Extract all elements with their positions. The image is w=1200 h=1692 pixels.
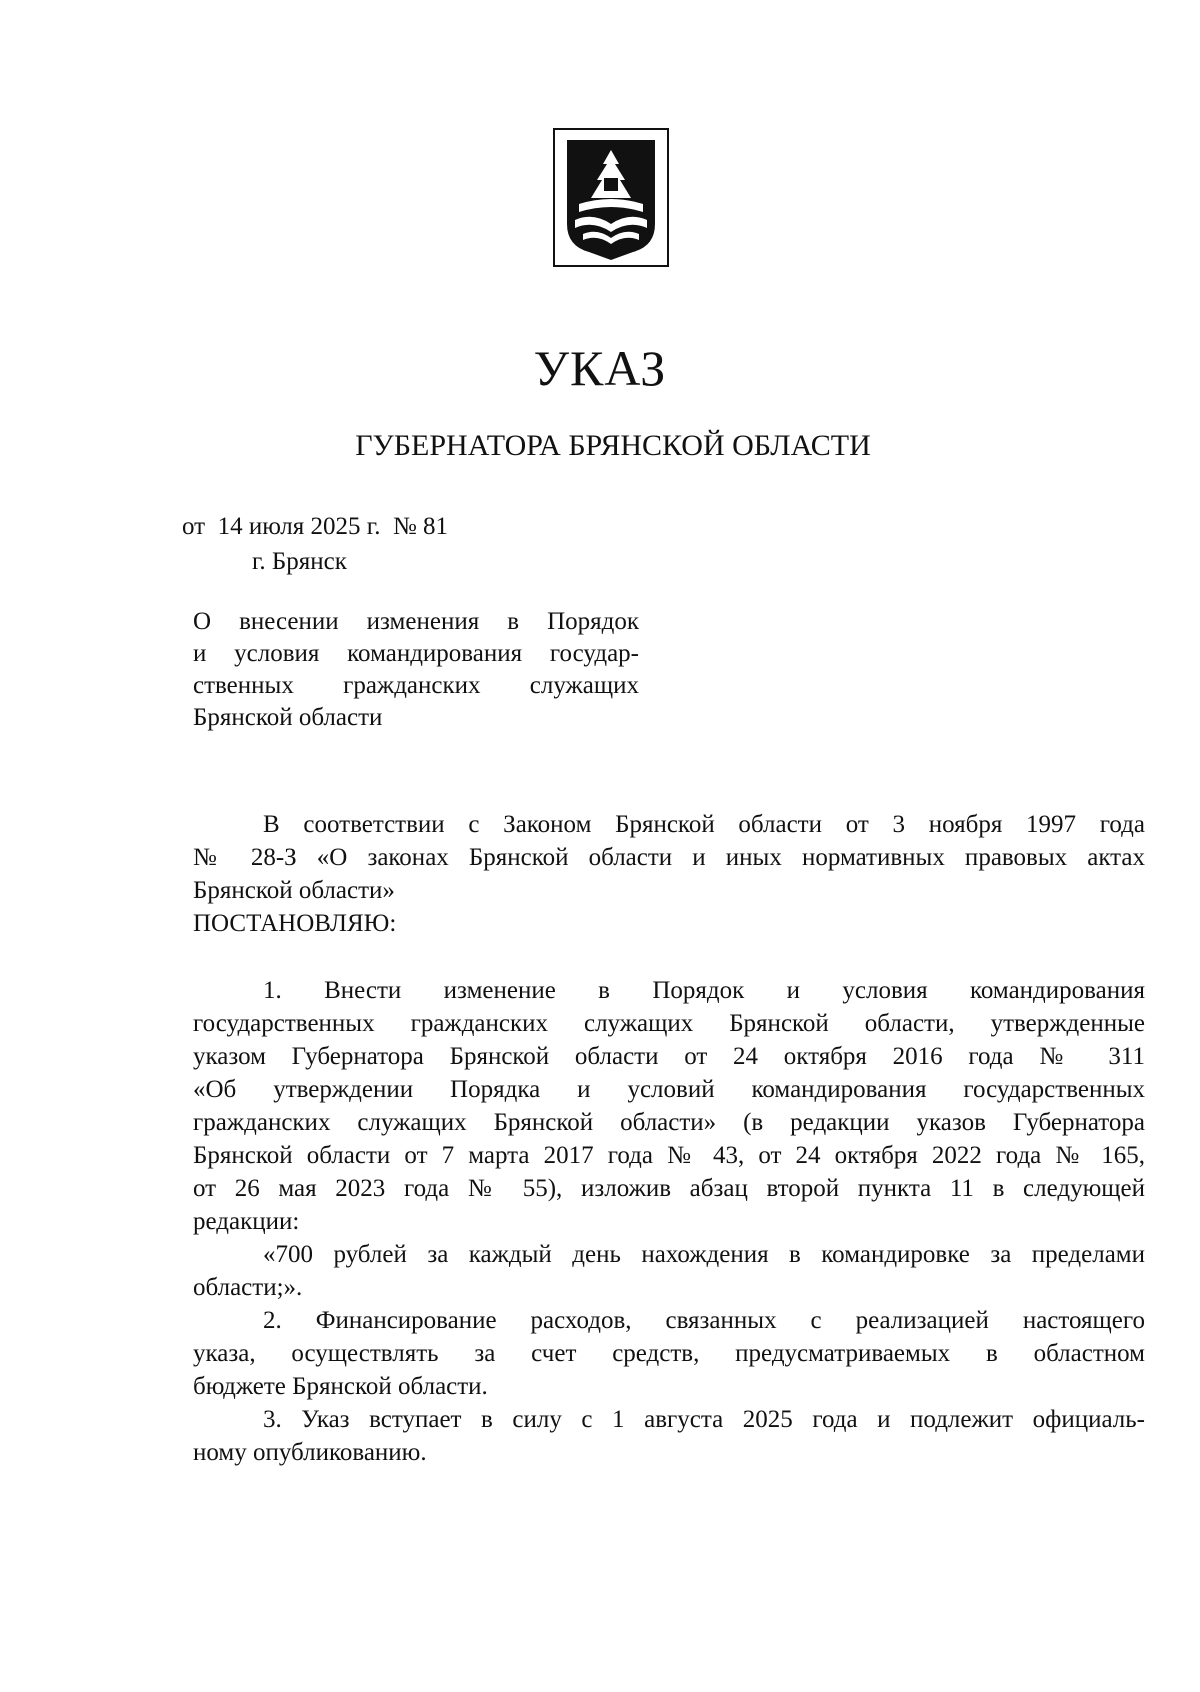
body-line: области;».: [193, 1274, 303, 1301]
body-line: Брянской области от 7 марта 2017 года № 43, от 24 октября 2022 года № 165,: [193, 1142, 1145, 1169]
body-line: государственных гражданских служащих Брянской области, утвержденные: [193, 1010, 1145, 1037]
body-line: редакции:: [193, 1208, 300, 1235]
document-city: г. Брянск: [252, 548, 347, 575]
body-line: 3. Указ вступает в силу с 1 августа 2025 года и подлежит официаль-: [263, 1406, 1145, 1433]
body-line: 1. Внести изменение в Порядок и условия командирования: [263, 977, 1145, 1004]
body-line: ному опубликованию.: [193, 1439, 427, 1466]
subject-line: Брянской области: [193, 704, 383, 731]
document-date-number: от 14 июля 2025 г. № 81: [182, 513, 449, 540]
subject-line: О внесении изменения в Порядок: [193, 608, 639, 635]
document-subtitle: ГУБЕРНАТОРА БРЯНСКОЙ ОБЛАСТИ: [355, 429, 871, 462]
body-line: гражданских служащих Брянской области» (в редакции указов Губернатора: [193, 1109, 1145, 1136]
coat-of-arms-icon: [553, 128, 669, 267]
preamble-line: № 28-З «О законах Брянской области и иных нормативных правовых актах: [193, 844, 1145, 871]
subject-line: ственных гражданских служащих: [193, 672, 639, 699]
document-title: УКАЗ: [533, 340, 667, 396]
body-line: указа, осуществлять за счет средств, предусматриваемых в областном: [193, 1340, 1145, 1367]
body-line: «Об утверждении Порядка и условий командирования государственных: [193, 1076, 1145, 1103]
preamble-line: Брянской области»: [193, 877, 395, 904]
subject-line: и условия командирования государ-: [193, 640, 639, 667]
preamble-line: В соответствии с Законом Брянской области от 3 ноября 1997 года: [263, 811, 1145, 838]
body-line: указом Губернатора Брянской области от 24 октября 2016 года № 311: [193, 1043, 1145, 1070]
preamble: [193, 808, 1145, 940]
body-line: от 26 мая 2023 года № 55), изложив абзац второй пункта 11 в следующей: [193, 1175, 1145, 1202]
resolution-keyword: ПОСТАНОВЛЯЮ:: [193, 910, 397, 937]
body-line: 2. Финансирование расходов, связанных с реализацией настоящего: [263, 1307, 1145, 1334]
body-line: «700 рублей за каждый день нахождения в командировке за пределами: [263, 1241, 1145, 1268]
body-line: бюджете Брянской области.: [193, 1373, 488, 1400]
decree-body: [193, 974, 1145, 1469]
document-subject: [193, 606, 639, 734]
